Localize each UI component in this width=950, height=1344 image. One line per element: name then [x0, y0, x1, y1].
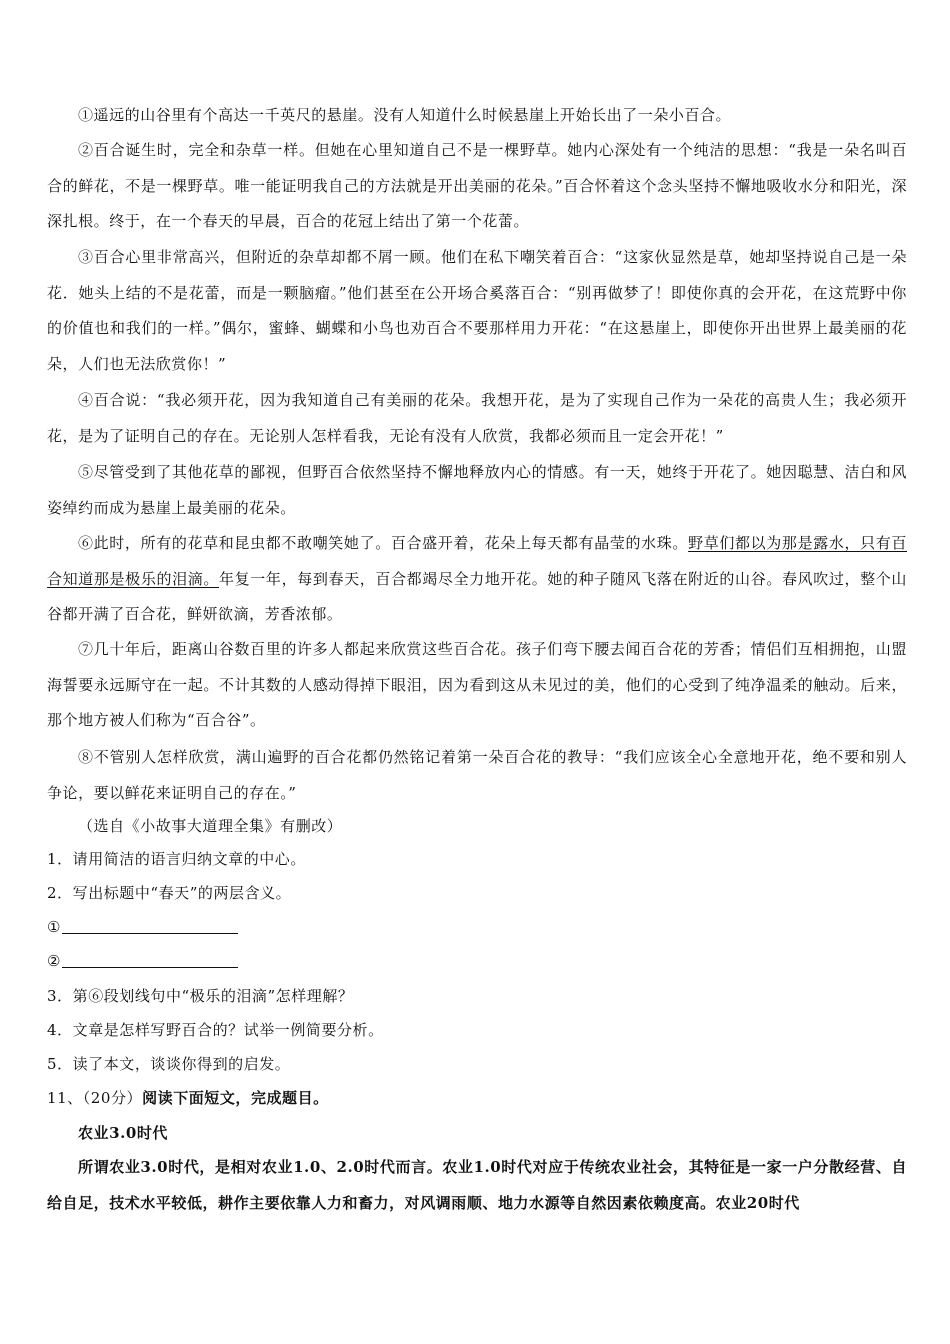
- paragraph-6-text-b: 年复一年，每到春天，百合都竭尽全力地开花。她的种子随风飞落在附近的山谷。春风吹过，整个山谷都开满了百合花，鲜妍欲滴，芳香浓郁。: [47, 569, 907, 623]
- story-paragraph-6: [47, 526, 907, 633]
- section-11-number: 11、: [47, 1089, 83, 1107]
- article-body: 所谓农业3.0时代，是相对农业1.0、2.0时代而言。农业1.0时代对应于传统农业社会，其特征是一家一户分散经营、自给自足，技术水平较低，耕作主要依靠人力和畜力，对风调雨顺、地力水源等自然因素依赖度高。农业20时代: [47, 1158, 907, 1212]
- article-title: 农业3.0时代: [78, 1124, 168, 1142]
- story-paragraph-3: ③百合心里非常高兴，但附近的杂草却都不屑一顾。他们在私下嘲笑着百合：“这家伙显然是草，她却坚持说自己是一朵花．她头上结的不是花蕾，而是一颗脑瘤。”他们甚至在公开场合奚落百合：“别再做梦了！即使你真的会开花，在这荒野中你的价值也和我们的一样。”偶尔，蜜蜂、蝴蝶和小鸟也劝百合不要那样用力开花：“在这悬崖上，即使你开出世界上最美丽的花朵，人们也无法欣赏你！”: [47, 248, 907, 373]
- underlined-sentence: 野草们都以为那是露水，只有百合知道那是极乐的泪滴。: [47, 534, 907, 588]
- question-4: 4．文章是怎样写野百合的？试举一例简要分析。: [47, 1021, 384, 1039]
- answer-blank-1[interactable]: [62, 918, 238, 934]
- paragraph-6-text-a: ⑥此时，所有的花草和昆虫都不敢嘲笑她了。百合盛开着，花朵上每天都有晶莹的水珠。: [78, 534, 689, 552]
- story-paragraph-8: ⑧不管别人怎样欣赏，满山遍野的百合花都仍然铭记着第一朵百合花的教导：“我们应该全心全意地开花，绝不要和别人争论，要以鲜花来证明自己的存在。”: [47, 748, 907, 802]
- question-2: 2．写出标题中“春天”的两层含义。: [47, 884, 292, 902]
- section-11-instruction: 阅读下面短文，完成题目。: [142, 1089, 329, 1107]
- section-11-header: [47, 1087, 907, 1109]
- question-1: 1．请用简洁的语言归纳文章的中心。: [47, 850, 306, 868]
- source-citation: （选自《小故事大道理全集》有删改）: [78, 817, 343, 835]
- answer-marker-1: ①: [47, 918, 61, 936]
- answer-blank-2[interactable]: [62, 952, 238, 968]
- answer-line-2: [47, 950, 907, 972]
- question-5: 5．读了本文，谈谈你得到的启发。: [47, 1055, 291, 1073]
- section-11-score: （20分）: [82, 1089, 143, 1107]
- story-paragraph-5: ⑤尽管受到了其他花草的鄙视，但野百合依然坚持不懈地释放内心的情感。有一天，她终于开花了。她因聪慧、洁白和风姿绰约而成为悬崖上最美丽的花朵。: [47, 463, 907, 517]
- answer-marker-2: ②: [47, 952, 61, 970]
- story-paragraph-4: ④百合说：“我必须开花，因为我知道自己有美丽的花朵。我想开花，是为了实现自己作为一朵花的高贵人生；我必须开花，是为了证明自己的存在。无论别人怎样看我，无论有没有人欣赏，我都必须而且一定会开花！”: [47, 391, 907, 445]
- answer-line-1: [47, 916, 907, 938]
- story-paragraph-2: ②百合诞生时，完全和杂草一样。但她在心里知道自己不是一棵野草。她内心深处有一个纯洁的思想：“我是一朵名叫百合的鲜花，不是一棵野草。唯一能证明我自己的方法就是开出美丽的花朵。”百合怀着这个念头坚持不懈地吸收水分和阳光，深深扎根。终于，在一个春天的早晨，百合的花冠上结出了第一个花蕾。: [47, 141, 907, 230]
- story-paragraph-7: ⑦几十年后，距离山谷数百里的许多人都起来欣赏这些百合花。孩子们弯下腰去闻百合花的芳香；情侣们互相拥抱，山盟海誓要永远厮守在一起。不计其数的人感动得掉下眼泪，因为看到这从未见过的美，他们的心受到了纯净温柔的触动。后来，那个地方被人们称为“百合谷”。: [47, 640, 907, 729]
- story-paragraph-1: ①遥远的山谷里有个高达一千英尺的悬崖。没有人知道什么时候悬崖上开始长出了一朵小百合。: [78, 106, 732, 124]
- question-3: 3．第⑥段划线句中“极乐的泪滴”怎样理解？: [47, 987, 354, 1005]
